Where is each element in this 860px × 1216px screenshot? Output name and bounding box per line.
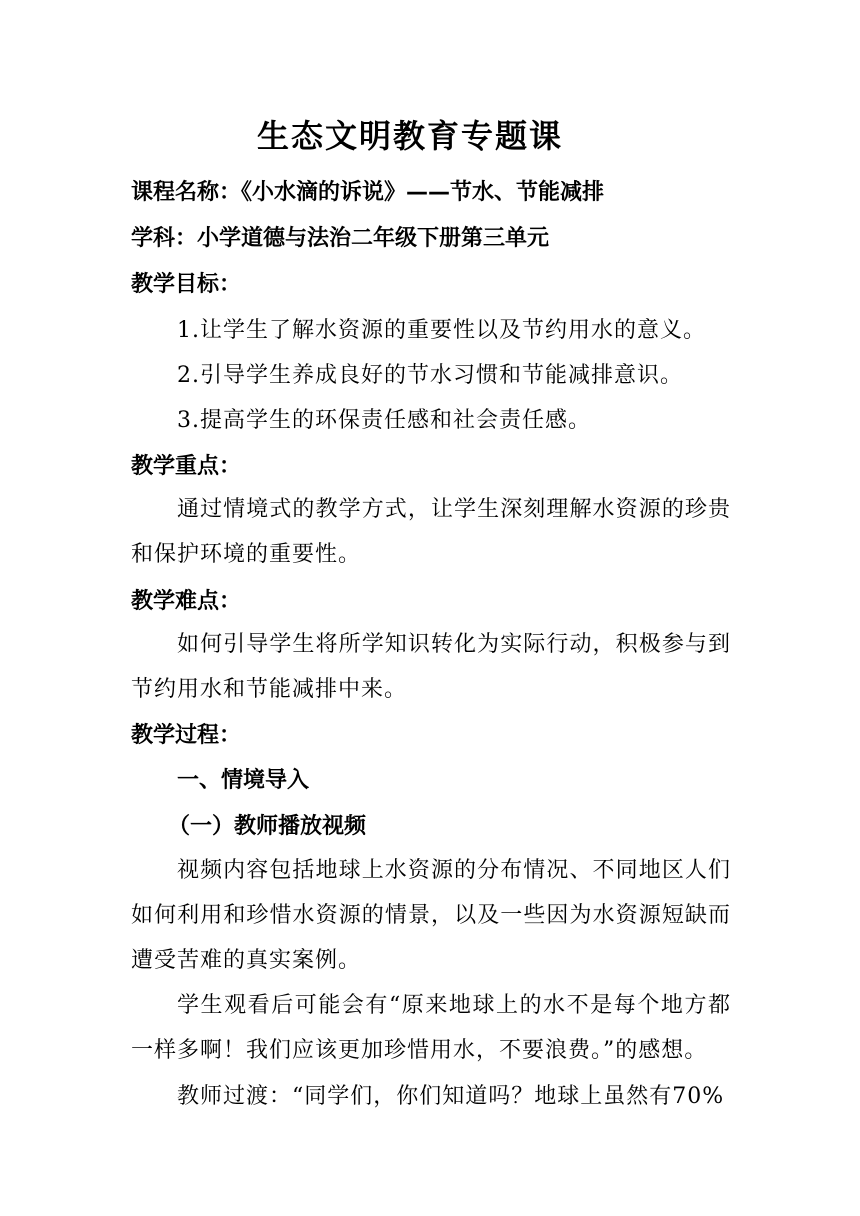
subject-line: 学科：小学道德与法治二年级下册第三单元 — [131, 226, 550, 251]
section-heading-1: 一、情境导入 — [177, 768, 310, 793]
student-reaction-text: 学生观看后可能会有“原来地球上的水不是每个地方都一样多啊！我们应该更加珍惜用水，不要浪费。”的感想。 — [131, 993, 731, 1063]
goal-item-1: 1.让学生了解水资源的重要性以及节约用水的意义。 — [177, 318, 706, 343]
process-heading: 教学过程： — [131, 723, 242, 748]
key-points-text: 通过情境式的教学方式，让学生深刻理解水资源的珍贵和保护环境的重要性。 — [131, 497, 731, 567]
course-name: 课程名称：《小水滴的诉说》——节水、节能减排 — [131, 180, 605, 205]
goal-item-3: 3.提高学生的环保责任感和社会责任感。 — [177, 408, 591, 433]
key-points-heading: 教学重点： — [131, 454, 242, 479]
video-content-text: 视频内容包括地球上水资源的分布情况、不同地区人们如何利用和珍惜水资源的情景，以及一些因为水资源短缺而遭受苦难的真实案例。 — [131, 858, 731, 973]
difficulty-text: 如何引导学生将所学知识转化为实际行动，积极参与到节约用水和节能减排中来。 — [131, 632, 731, 702]
difficulty-heading: 教学难点： — [131, 589, 242, 614]
subsection-heading-1: （一）教师播放视频 — [168, 814, 367, 839]
teacher-transition-text: 教师过渡：“同学们，你们知道吗？地球上虽然有70% — [177, 1084, 725, 1109]
document-title: 生态文明教育专题课 — [256, 117, 563, 155]
goals-heading: 教学目标： — [131, 272, 242, 297]
goal-item-2: 2.引导学生养成良好的节水习惯和节能减排意识。 — [177, 363, 683, 388]
